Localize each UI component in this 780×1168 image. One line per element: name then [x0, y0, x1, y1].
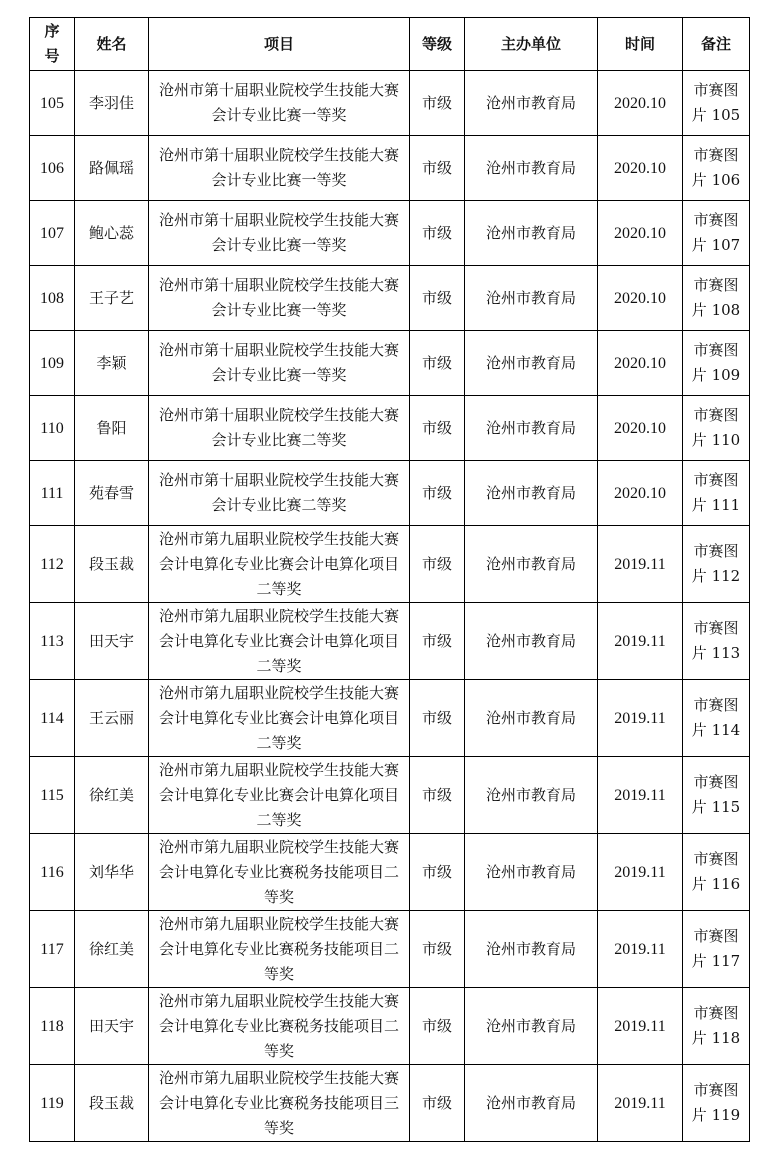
cell-note: 市赛图片 109	[683, 331, 750, 396]
header-name: 姓名	[75, 18, 149, 71]
cell-seq: 119	[30, 1065, 75, 1142]
awards-table-container	[29, 17, 750, 1142]
cell-seq: 118	[30, 988, 75, 1065]
header-project: 项目	[149, 18, 410, 71]
cell-level: 市级	[410, 1065, 465, 1142]
cell-seq: 115	[30, 757, 75, 834]
cell-level: 市级	[410, 266, 465, 331]
header-time: 时间	[598, 18, 683, 71]
cell-level: 市级	[410, 396, 465, 461]
cell-project: 沧州市第九届职业院校学生技能大赛会计电算化专业比赛会计电算化项目二等奖	[149, 603, 410, 680]
cell-project: 沧州市第十届职业院校学生技能大赛会计专业比赛二等奖	[149, 461, 410, 526]
cell-note: 市赛图片 113	[683, 603, 750, 680]
cell-organizer: 沧州市教育局	[465, 266, 598, 331]
cell-time: 2019.11	[598, 757, 683, 834]
cell-organizer: 沧州市教育局	[465, 680, 598, 757]
cell-name: 徐红美	[75, 757, 149, 834]
table-row	[30, 911, 750, 988]
cell-level: 市级	[410, 526, 465, 603]
cell-level: 市级	[410, 988, 465, 1065]
cell-time: 2019.11	[598, 603, 683, 680]
table-row	[30, 396, 750, 461]
table-row	[30, 680, 750, 757]
cell-organizer: 沧州市教育局	[465, 396, 598, 461]
cell-organizer: 沧州市教育局	[465, 71, 598, 136]
table-row	[30, 201, 750, 266]
cell-note: 市赛图片 112	[683, 526, 750, 603]
cell-organizer: 沧州市教育局	[465, 461, 598, 526]
cell-seq: 114	[30, 680, 75, 757]
cell-level: 市级	[410, 911, 465, 988]
table-row	[30, 526, 750, 603]
table-row	[30, 331, 750, 396]
cell-time: 2020.10	[598, 266, 683, 331]
cell-level: 市级	[410, 757, 465, 834]
cell-level: 市级	[410, 603, 465, 680]
cell-time: 2020.10	[598, 461, 683, 526]
cell-seq: 109	[30, 331, 75, 396]
cell-level: 市级	[410, 71, 465, 136]
cell-project: 沧州市第九届职业院校学生技能大赛会计电算化专业比赛会计电算化项目二等奖	[149, 680, 410, 757]
cell-name: 段玉裁	[75, 1065, 149, 1142]
cell-name: 王子艺	[75, 266, 149, 331]
cell-seq: 113	[30, 603, 75, 680]
table-row	[30, 603, 750, 680]
table-row	[30, 834, 750, 911]
cell-name: 李羽佳	[75, 71, 149, 136]
cell-project: 沧州市第十届职业院校学生技能大赛会计专业比赛一等奖	[149, 71, 410, 136]
cell-organizer: 沧州市教育局	[465, 603, 598, 680]
cell-level: 市级	[410, 834, 465, 911]
cell-project: 沧州市第九届职业院校学生技能大赛会计电算化专业比赛会计电算化项目二等奖	[149, 526, 410, 603]
cell-note: 市赛图片 115	[683, 757, 750, 834]
cell-time: 2019.11	[598, 988, 683, 1065]
cell-name: 田天宇	[75, 603, 149, 680]
cell-name: 苑春雪	[75, 461, 149, 526]
cell-name: 刘华华	[75, 834, 149, 911]
cell-organizer: 沧州市教育局	[465, 834, 598, 911]
cell-note: 市赛图片 107	[683, 201, 750, 266]
cell-note: 市赛图片 118	[683, 988, 750, 1065]
cell-seq: 117	[30, 911, 75, 988]
table-body	[30, 71, 750, 1142]
cell-project: 沧州市第十届职业院校学生技能大赛会计专业比赛一等奖	[149, 266, 410, 331]
cell-organizer: 沧州市教育局	[465, 526, 598, 603]
cell-project: 沧州市第十届职业院校学生技能大赛会计专业比赛二等奖	[149, 396, 410, 461]
cell-name: 鲍心蕊	[75, 201, 149, 266]
cell-organizer: 沧州市教育局	[465, 911, 598, 988]
cell-time: 2019.11	[598, 1065, 683, 1142]
cell-name: 徐红美	[75, 911, 149, 988]
cell-seq: 116	[30, 834, 75, 911]
cell-time: 2019.11	[598, 834, 683, 911]
header-seq-line1: 序	[44, 22, 60, 40]
cell-project: 沧州市第十届职业院校学生技能大赛会计专业比赛一等奖	[149, 331, 410, 396]
cell-time: 2019.11	[598, 911, 683, 988]
cell-note: 市赛图片 111	[683, 461, 750, 526]
header-level: 等级	[410, 18, 465, 71]
table-row	[30, 461, 750, 526]
table-row	[30, 266, 750, 331]
cell-time: 2019.11	[598, 680, 683, 757]
header-seq	[30, 18, 75, 71]
table-row	[30, 136, 750, 201]
cell-seq: 108	[30, 266, 75, 331]
cell-name: 田天宇	[75, 988, 149, 1065]
cell-level: 市级	[410, 461, 465, 526]
cell-note: 市赛图片 116	[683, 834, 750, 911]
cell-project: 沧州市第九届职业院校学生技能大赛会计电算化专业比赛会计电算化项目二等奖	[149, 757, 410, 834]
cell-time: 2020.10	[598, 396, 683, 461]
cell-time: 2020.10	[598, 331, 683, 396]
cell-project: 沧州市第九届职业院校学生技能大赛会计电算化专业比赛税务技能项目三等奖	[149, 1065, 410, 1142]
cell-seq: 111	[30, 461, 75, 526]
cell-project: 沧州市第十届职业院校学生技能大赛会计专业比赛一等奖	[149, 136, 410, 201]
cell-seq: 106	[30, 136, 75, 201]
header-note: 备注	[683, 18, 750, 71]
awards-table	[29, 17, 750, 1142]
cell-project: 沧州市第十届职业院校学生技能大赛会计专业比赛一等奖	[149, 201, 410, 266]
header-organizer: 主办单位	[465, 18, 598, 71]
header-row	[30, 18, 750, 71]
cell-note: 市赛图片 119	[683, 1065, 750, 1142]
cell-organizer: 沧州市教育局	[465, 1065, 598, 1142]
table-row	[30, 988, 750, 1065]
cell-organizer: 沧州市教育局	[465, 331, 598, 396]
cell-organizer: 沧州市教育局	[465, 988, 598, 1065]
cell-note: 市赛图片 114	[683, 680, 750, 757]
cell-name: 段玉裁	[75, 526, 149, 603]
cell-project: 沧州市第九届职业院校学生技能大赛会计电算化专业比赛税务技能项目二等奖	[149, 834, 410, 911]
table-row	[30, 1065, 750, 1142]
cell-level: 市级	[410, 136, 465, 201]
cell-name: 鲁阳	[75, 396, 149, 461]
cell-project: 沧州市第九届职业院校学生技能大赛会计电算化专业比赛税务技能项目二等奖	[149, 911, 410, 988]
header-seq-line2: 号	[44, 47, 60, 65]
cell-time: 2020.10	[598, 71, 683, 136]
cell-note: 市赛图片 110	[683, 396, 750, 461]
cell-name: 路佩瑶	[75, 136, 149, 201]
cell-note: 市赛图片 108	[683, 266, 750, 331]
cell-note: 市赛图片 106	[683, 136, 750, 201]
cell-name: 王云丽	[75, 680, 149, 757]
cell-organizer: 沧州市教育局	[465, 201, 598, 266]
cell-organizer: 沧州市教育局	[465, 136, 598, 201]
table-row	[30, 757, 750, 834]
cell-time: 2019.11	[598, 526, 683, 603]
cell-project: 沧州市第九届职业院校学生技能大赛会计电算化专业比赛税务技能项目二等奖	[149, 988, 410, 1065]
cell-note: 市赛图片 105	[683, 71, 750, 136]
cell-level: 市级	[410, 680, 465, 757]
cell-time: 2020.10	[598, 201, 683, 266]
cell-seq: 105	[30, 71, 75, 136]
cell-time: 2020.10	[598, 136, 683, 201]
cell-organizer: 沧州市教育局	[465, 757, 598, 834]
cell-seq: 107	[30, 201, 75, 266]
cell-seq: 112	[30, 526, 75, 603]
cell-level: 市级	[410, 201, 465, 266]
cell-name: 李颖	[75, 331, 149, 396]
table-row	[30, 71, 750, 136]
cell-level: 市级	[410, 331, 465, 396]
cell-seq: 110	[30, 396, 75, 461]
cell-note: 市赛图片 117	[683, 911, 750, 988]
